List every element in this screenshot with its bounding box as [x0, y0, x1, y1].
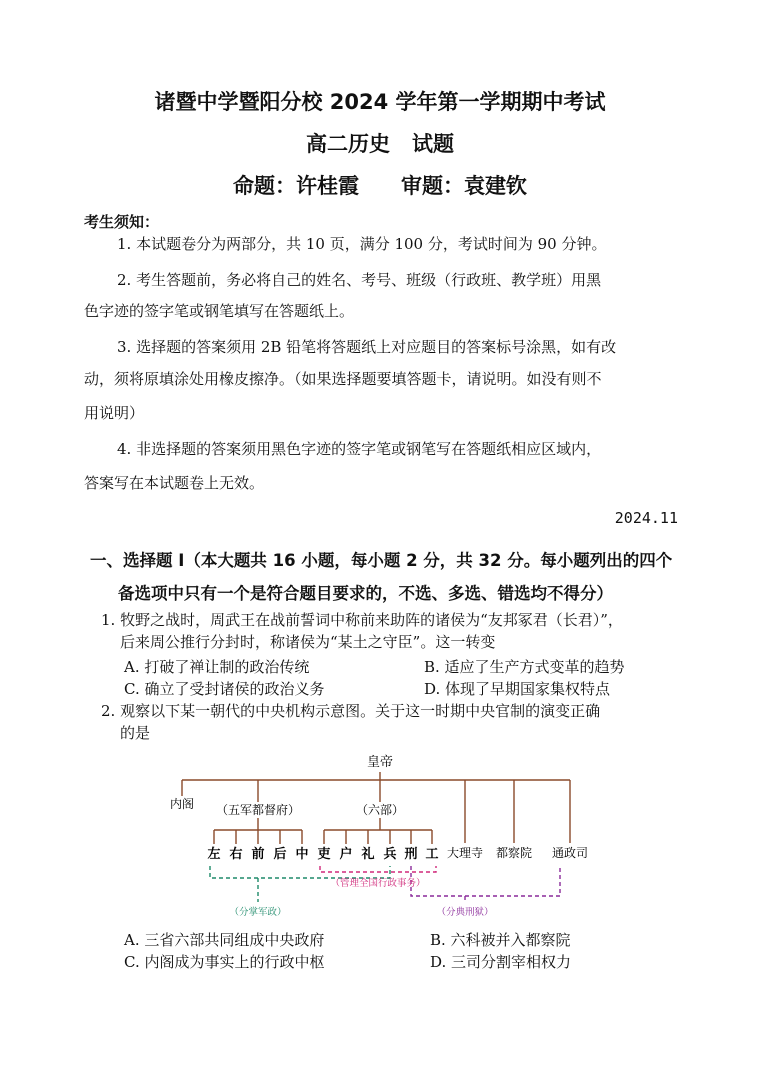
exam-subject: [0, 128, 760, 158]
section-heading-line1: 一、选择题 I（本大题共 16 小题，每小题 2 分，共 32 分。每小题列出的四个: [90, 551, 673, 570]
node-emperor: 皇帝: [366, 755, 394, 770]
q2-option-b: B. 六科被并入都察院: [430, 931, 571, 949]
notice-line: 3. 选择题的答案须用 2B 铅笔将答题纸上对应题目的答案标号涂黑，如有改: [117, 338, 617, 356]
label-admin: （管理全国行政事务）: [330, 878, 426, 889]
node-army-rear: 后: [273, 847, 287, 862]
node-army-left: 左: [207, 847, 221, 862]
exam-title: 诸暨中学暨阳分校 2024 学年第一学期期中考试: [154, 90, 606, 114]
q1-stem: 1. 牧野之战时，周武王在战前誓词中称前来助阵的诸侯为“友邦冢君（长君）”，: [101, 611, 623, 629]
node-army-right: 右: [229, 847, 243, 862]
node-five-army: （五军都督府）: [215, 803, 301, 817]
node-court-dali: 大理寺: [446, 846, 484, 860]
q2-option-a: A. 三省六部共同组成中央政府: [124, 931, 325, 949]
notice-line: 答案写在本试题卷上无效。: [84, 474, 265, 492]
node-ministry-justice: 刑: [404, 847, 418, 862]
bracket-admin: [320, 866, 436, 872]
notice-line: 色字迹的签字笔或钢笔填写在答题纸上。: [84, 302, 355, 320]
notice-heading: 考生须知：: [84, 213, 160, 231]
q2-stem-cont: 的是: [120, 724, 151, 742]
node-six-ministries: （六部）: [355, 803, 405, 817]
notice-line: 动，须将原填涂处用橡皮擦净。（如果选择题要填答题卡，请说明。如没有则不: [84, 370, 602, 388]
exam-date: 2024.11: [614, 509, 678, 527]
q1-option-b: B. 适应了生产方式变革的趋势: [424, 658, 625, 676]
central-government-diagram: [160, 748, 600, 923]
node-ministry-war: 兵: [383, 847, 397, 862]
label-military: （分掌军政）: [229, 907, 287, 918]
node-cabinet: 内阁: [169, 797, 195, 811]
q1-option-d: D. 体现了早期国家集权特点: [424, 680, 611, 698]
node-army-center: 中: [295, 847, 309, 862]
label-justice: （分典刑狱）: [436, 907, 494, 918]
q2-stem: 2. 观察以下某一朝代的中央机构示意图。关于这一时期中央官制的演变正确: [101, 702, 601, 720]
bracket-justice: [411, 866, 560, 896]
exam-authors: [0, 170, 760, 200]
notice-line: 2. 考生答题前，务必将自己的姓名、考号、班级（行政班、教学班）用黑: [117, 271, 602, 289]
node-ministry-revenue: 户: [339, 847, 353, 862]
q1-option-c: C. 确立了受封诸侯的政治义务: [124, 680, 325, 698]
node-court-tongzhengsi: 通政司: [551, 846, 589, 860]
notice-line: 4. 非选择题的答案须用黑色字迹的签字笔或钢笔写在答题纸相应区域内，: [117, 440, 602, 458]
node-ministry-rites: 礼: [361, 847, 375, 862]
q1-stem-cont: 后来周公推行分封时，称诸侯为“某土之守臣”。这一转变: [120, 633, 496, 651]
node-army-front: 前: [251, 847, 265, 862]
node-court-duchayuan: 都察院: [495, 846, 533, 860]
q2-option-d: D. 三司分割宰相权力: [430, 953, 572, 971]
node-ministry-personnel: 吏: [317, 847, 331, 862]
notice-line: 用说明）: [84, 404, 145, 422]
node-ministry-works: 工: [425, 847, 439, 862]
author-reviewer: 审题：袁建钦: [401, 174, 527, 198]
section-heading-line2: 备选项中只有一个是符合题目要求的，不选、多选、错选均不得分）: [118, 584, 613, 603]
notice-line: 1. 本试题卷分为两部分，共 10 页，满分 100 分，考试时间为 90 分钟。: [117, 235, 607, 253]
author-setter: 命题：许桂霞: [233, 174, 359, 198]
q1-option-a: A. 打破了禅让制的政治传统: [124, 658, 310, 676]
subject-name: 高二历史: [306, 132, 390, 156]
q2-option-c: C. 内阁成为事实上的行政中枢: [124, 953, 325, 971]
subject-suffix: 试题: [412, 132, 454, 156]
